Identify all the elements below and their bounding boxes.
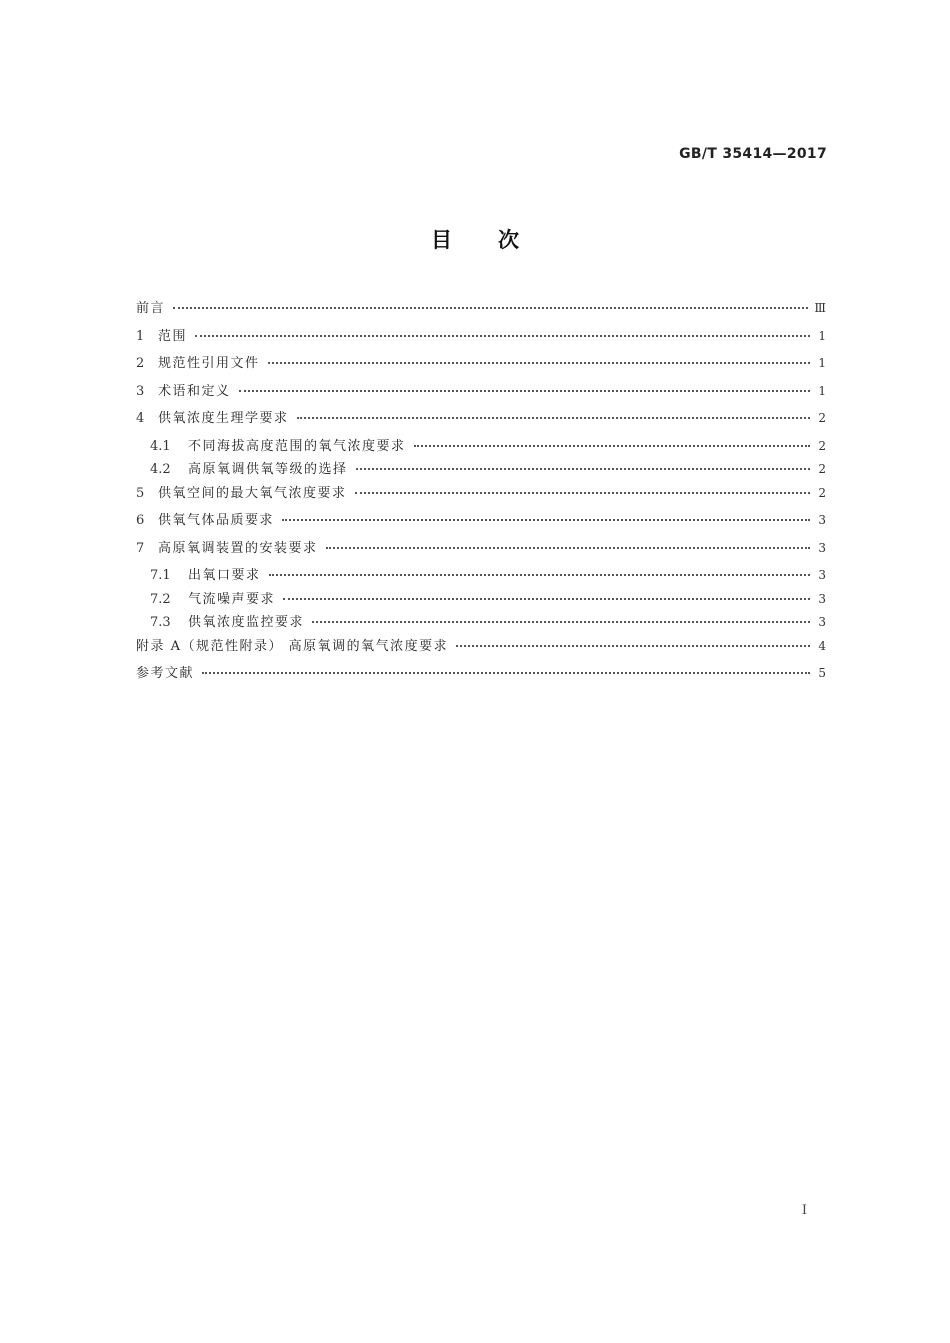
dot-leader	[239, 389, 810, 392]
toc-entry-label: 气流噪声要求	[188, 591, 276, 607]
toc-entry-label: 范围	[158, 328, 188, 344]
toc-entry-label: 参考文献	[136, 666, 195, 681]
toc-entry[interactable]	[136, 537, 826, 565]
toc-entry[interactable]	[136, 564, 826, 588]
dot-leader	[355, 491, 810, 494]
dot-leader	[269, 573, 810, 576]
toc-entry-label: 前言	[136, 301, 166, 316]
toc-entry-label: 供氧空间的最大氧气浓度要求	[158, 485, 347, 501]
toc-entry-number: 6	[136, 513, 145, 528]
toc-entry-page: 3	[818, 591, 826, 606]
dot-leader	[326, 546, 810, 549]
toc-entry-label: 不同海拔高度范围的氧气浓度要求	[188, 438, 406, 454]
dot-leader	[356, 467, 810, 470]
toc-entry[interactable]	[136, 588, 826, 612]
toc-entry[interactable]	[136, 380, 826, 408]
toc-entry[interactable]	[136, 407, 826, 435]
toc-entry-page: 2	[818, 438, 826, 453]
toc-entry-label: 高原氧调装置的安装要求	[158, 540, 318, 556]
toc-entry-label: 高原氧调供氧等级的选择	[188, 462, 348, 477]
toc-entry-page: 3	[818, 540, 826, 555]
toc-entry-number: 4	[136, 411, 145, 426]
toc-entry-page: 3	[818, 615, 826, 629]
page-title: 目次	[431, 228, 565, 252]
toc-entry[interactable]	[136, 611, 826, 635]
toc-entry-label: 供氧浓度生理学要求	[158, 411, 289, 426]
toc-entry[interactable]	[136, 458, 826, 482]
toc-entry-label: 出氧口要求	[188, 568, 261, 583]
dot-leader	[414, 444, 810, 447]
toc-entry[interactable]	[136, 509, 826, 537]
toc-entry-number: 4.1	[150, 438, 171, 454]
toc-entry-page: 3	[818, 568, 826, 582]
standard-number: GB/T 35414—2017	[679, 146, 827, 162]
dot-leader	[283, 597, 810, 600]
dot-leader	[312, 620, 810, 623]
dot-leader	[195, 334, 810, 337]
toc-entry-number: 7.3	[150, 615, 171, 630]
toc-entry-page: 2	[818, 462, 826, 476]
toc-entry-number: 5	[136, 485, 145, 501]
toc-entry-label: 规范性引用文件	[158, 356, 260, 371]
dot-leader	[268, 361, 810, 364]
toc-entry-number: 7.2	[150, 591, 171, 607]
toc-entry-number: 3	[136, 383, 145, 399]
toc-entry-number: 1	[136, 328, 145, 344]
toc-entry-label: 供氧浓度监控要求	[188, 615, 305, 630]
toc-entry-page: 1	[818, 328, 826, 343]
dot-leader	[202, 671, 810, 674]
toc-entry[interactable]	[136, 352, 826, 380]
toc-entry-page: 1	[818, 356, 826, 370]
toc-entry-number: 7.1	[150, 568, 171, 583]
toc-entry-page: 5	[818, 666, 826, 680]
toc-entry[interactable]	[136, 662, 826, 690]
toc-entry-label: 术语和定义	[158, 383, 231, 399]
toc-entry-page: 2	[818, 411, 826, 425]
toc-entry-page: 4	[818, 638, 826, 653]
toc-entry-number: 2	[136, 356, 145, 371]
toc-entry-label: 附录 A（规范性附录） 高原氧调的氧气浓度要求	[136, 638, 449, 654]
toc-entry-number: 7	[136, 540, 145, 556]
dot-leader	[282, 518, 810, 521]
toc-entry-page: 2	[818, 485, 826, 500]
dot-leader	[456, 644, 810, 647]
table-of-contents	[136, 297, 826, 690]
dot-leader	[173, 306, 808, 309]
toc-entry[interactable]	[136, 635, 826, 663]
dot-leader	[297, 416, 810, 419]
toc-entry[interactable]	[136, 482, 826, 510]
toc-entry[interactable]	[136, 435, 826, 459]
page-number: I	[801, 1203, 807, 1218]
toc-entry-number: 4.2	[150, 462, 171, 477]
toc-entry[interactable]	[136, 297, 826, 325]
toc-entry-page: Ⅲ	[814, 301, 826, 315]
toc-entry-page: 3	[818, 513, 826, 527]
toc-entry[interactable]	[136, 325, 826, 353]
toc-entry-label: 供氧气体品质要求	[158, 513, 275, 528]
toc-entry-page: 1	[818, 383, 826, 398]
